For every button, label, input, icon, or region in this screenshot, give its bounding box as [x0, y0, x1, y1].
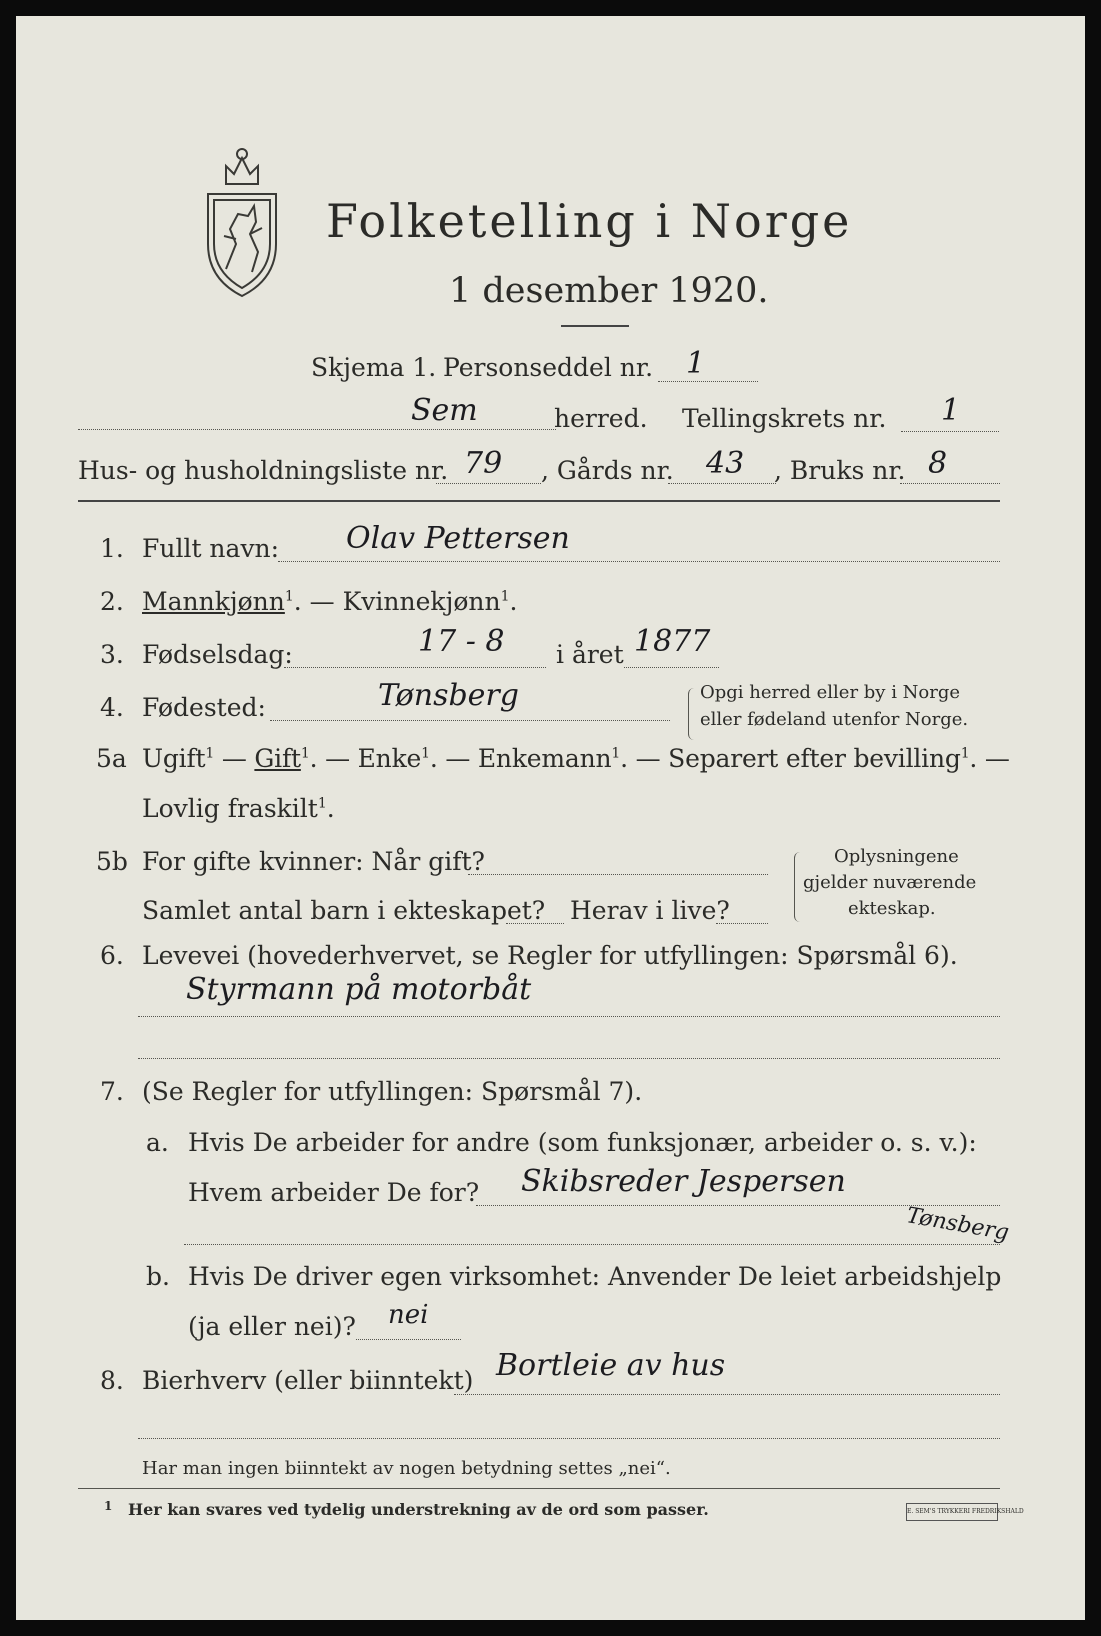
q3-number: 3.	[100, 640, 124, 669]
personseddel-label: Personseddel nr.	[443, 353, 654, 382]
coat-of-arms-icon	[196, 144, 288, 304]
footer-rule	[78, 1488, 1000, 1489]
q2-male-option: Mannkjønn	[142, 587, 285, 616]
nei-note: Har man ingen biinntekt av nogen betydning settes „nei“.	[142, 1458, 671, 1479]
q2-dot-2: .	[509, 587, 518, 616]
schema-label: Skjema 1.	[311, 353, 437, 382]
herred-label: herred.	[554, 404, 648, 433]
q6-number: 6.	[100, 941, 124, 970]
printer-stamp: E. SEM'S TRYKKERI FREDRIKSHALD	[906, 1503, 998, 1521]
form-title: Folketelling i Norge	[326, 194, 853, 248]
q7-number: 7.	[100, 1077, 124, 1106]
q5a-sup-6: 1	[317, 795, 327, 812]
q8-label: Bierhverv (eller biinntekt)	[142, 1366, 474, 1395]
q5b-line-1	[468, 874, 768, 875]
census-date: 1 desember 1920.	[449, 271, 769, 311]
q5b-line-3	[716, 923, 768, 924]
q7b-line	[356, 1339, 461, 1340]
q5a-fraskilt: Lovlig fraskilt	[142, 794, 318, 823]
hus-label: Hus- og husholdningsliste nr.	[78, 456, 449, 485]
q5b-number: 5b	[96, 847, 128, 876]
tellingskrets-label: Tellingskrets nr.	[682, 404, 887, 433]
footnote-number: 1	[104, 1499, 113, 1513]
q2-number: 2.	[100, 587, 124, 616]
q5b-label: For gifte kvinner: Når gift?	[142, 847, 485, 876]
q2-options	[142, 587, 517, 616]
q4-value: Tønsberg	[378, 678, 519, 713]
q5a-dot-5: .	[969, 744, 978, 773]
q1-number: 1.	[100, 534, 124, 563]
q5a-sup-5: 1	[960, 745, 970, 762]
q5a-line2	[142, 794, 335, 823]
hus-line	[436, 483, 541, 484]
q7a-value-2: Tønsberg	[904, 1203, 1011, 1246]
q4-brace	[688, 688, 695, 740]
q8-line-1	[454, 1394, 1000, 1395]
q4-line	[270, 720, 670, 721]
q5b-note-2: gjelder nuværende	[803, 872, 977, 893]
q5a-options	[142, 744, 1010, 773]
q4-note-1: Opgi herred eller by i Norge	[700, 682, 961, 703]
q3-label: Fødselsdag:	[142, 640, 293, 669]
q5a-end-dash: —	[977, 744, 1010, 773]
tellingskrets-value: 1	[941, 393, 961, 428]
census-form	[16, 16, 1085, 1620]
q2-dot-1: .	[293, 587, 302, 616]
q2-sup-1: 1	[284, 588, 294, 605]
bruks-value: 8	[928, 446, 948, 481]
q3-year-value: 1877	[634, 624, 711, 659]
q5a-separert: — Separert efter bevilling	[627, 744, 961, 773]
herred-line	[78, 429, 556, 430]
q2-sup-2: 1	[500, 588, 510, 605]
personseddel-line	[658, 381, 758, 382]
q7b-value: nei	[388, 1300, 429, 1330]
q1-label: Fullt navn:	[142, 534, 280, 563]
gards-label: , Gårds nr.	[541, 456, 674, 485]
q7a-label-2: Hvem arbeider De for?	[188, 1178, 480, 1207]
gards-line	[668, 483, 776, 484]
q4-number: 4.	[100, 693, 124, 722]
q6-value: Styrmann på motorbåt	[186, 972, 532, 1007]
q7b-label: Hvis De driver egen virksomhet: Anvender De leiet arbeidshjelp	[188, 1262, 1002, 1291]
q5a-number: 5a	[96, 744, 127, 773]
q5b-brace	[794, 852, 801, 922]
q5a-sup-2: 1	[300, 745, 310, 762]
personseddel-value: 1	[686, 346, 706, 381]
q4-label: Fødested:	[142, 693, 266, 722]
hus-value: 79	[464, 446, 503, 481]
q5b-note-1: Oplysningene	[834, 846, 959, 867]
q5b-label-2: Samlet antal barn i ekteskapet?	[142, 896, 546, 925]
q5a-dot-4: .	[620, 744, 628, 773]
q5a-enkemann: — Enkemann	[437, 744, 612, 773]
q3-year-line	[624, 667, 719, 668]
q8-value: Bortleie av hus	[496, 1348, 726, 1383]
tellingskrets-line	[901, 431, 999, 432]
q5a-sup-3: 1	[421, 745, 430, 762]
q7a-label: Hvis De arbeider for andre (som funksjonær, arbeider o. s. v.):	[188, 1128, 977, 1157]
header-rule	[78, 500, 1000, 502]
q5b-note-3: ekteskap.	[848, 898, 936, 919]
q5a-dot-2: .	[309, 744, 318, 773]
bruks-line	[900, 483, 1000, 484]
herred-value: Sem	[411, 393, 478, 428]
q8-line-2	[138, 1438, 1000, 1439]
q5a-sup-4: 1	[611, 745, 621, 762]
q1-value: Olav Pettersen	[346, 521, 570, 556]
q3-line	[284, 667, 546, 668]
q5a-enke: — Enke	[317, 744, 422, 773]
q7b-number: b.	[146, 1262, 170, 1291]
q3-year-label: i året	[556, 640, 624, 669]
q5a-dot-6: .	[326, 794, 335, 823]
q5a-dash-1: —	[214, 744, 255, 773]
q8-number: 8.	[100, 1366, 124, 1395]
gards-value: 43	[706, 446, 745, 481]
q6-line-2	[138, 1058, 1000, 1059]
q4-note-2: eller fødeland utenfor Norge.	[700, 709, 969, 730]
q7b-label-2: (ja eller nei)?	[188, 1312, 356, 1341]
q7a-value: Skibsreder Jespersen	[521, 1164, 846, 1199]
q3-value: 17 - 8	[418, 624, 505, 659]
q6-line-1	[138, 1016, 1000, 1017]
q2-female-option: — Kvinnekjønn	[301, 587, 501, 616]
q1-line	[278, 561, 1000, 562]
title-divider	[561, 325, 629, 327]
q5b-label-3: Herav i live?	[570, 896, 730, 925]
q7a-line-2	[184, 1244, 1000, 1245]
q5a-gift: Gift	[254, 744, 301, 773]
q5a-sup-1: 1	[205, 745, 215, 762]
footnote-text: Her kan svares ved tydelig understrekning av de ord som passer.	[128, 1500, 709, 1519]
q5b-line-2	[506, 923, 564, 924]
q7a-number: a.	[146, 1128, 169, 1157]
q5a-dot-3: .	[429, 744, 438, 773]
q5a-ugift: Ugift	[142, 744, 206, 773]
q7-label: (Se Regler for utfyllingen: Spørsmål 7).	[142, 1077, 643, 1106]
q6-label: Levevei (hovederhvervet, se Regler for utfyllingen: Spørsmål 6).	[142, 941, 958, 970]
bruks-label: , Bruks nr.	[774, 456, 906, 485]
